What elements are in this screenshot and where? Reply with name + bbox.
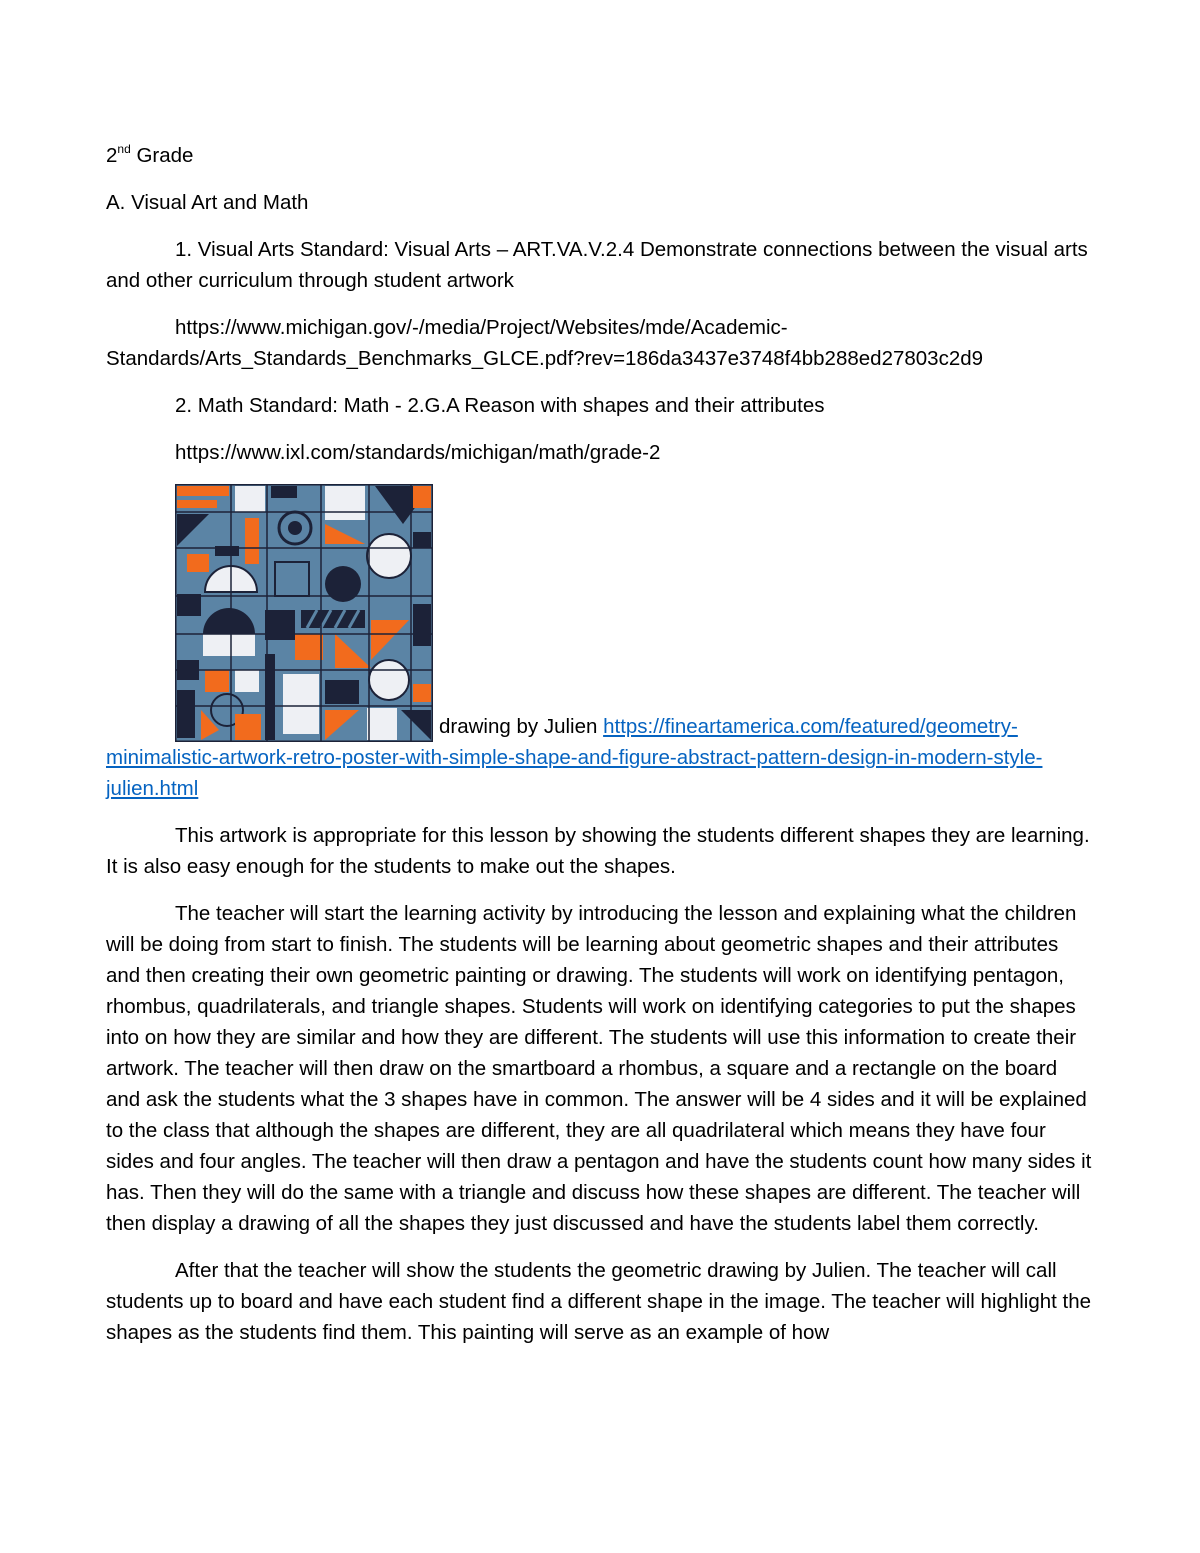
learning-activity-paragraph: The teacher will start the learning activity by introducing the lesson and explaining what the children will be doing from start to finish. The students will be learning about geometric shapes and their attributes and then creating their own geometric painting or drawing. The students will work on identifying pentagon, rhombus, quadrilaterals, and triangle shapes. Students will work on identifying categories to put the shapes into on how they are similar and how they are different. The students will use this information to create their artwork. The teacher will then draw on the smartboard a rhombus, a square and a rectangle on the board and ask the students what the 3 shapes have in common. The answer will be 4 sides and it will be explained to the class that although the shapes are different, they are all quadrilateral which means they have four sides and four angles. The teacher will then draw a pentagon and have the students count how many sides it has. Then they will do the same with a triangle and discuss how these shapes are different. The teacher will then display a drawing of all the shapes they just discussed and have the students label them correctly. [106,902,1092,1235]
artwork-credit-paragraph [106,484,1096,804]
visual-arts-standard: 1. Visual Arts Standard: Visual Arts – ART.VA.V.2.4 Demonstrate connections between the visual arts and other curriculum through student artwork [106,238,1088,292]
math-standard-url: https://www.ixl.com/standards/michigan/math/grade-2 [175,441,661,464]
artwork-source-link[interactable]: https://fineartamerica.com/featured/geometry-minimalistic-artwork-retro-poster-with-simple-shape-and-figure-abstract-pattern-design-in-modern-style-julien.html [106,715,1043,800]
geometric-artwork-svg [175,484,433,742]
artwork-appropriateness-paragraph: This artwork is appropriate for this lesson by showing the students different shapes they are learning. It is also easy enough for the students to make out the shapes. [106,824,1090,878]
geometric-artwork-image [175,484,433,742]
grade-heading [106,140,1096,171]
grade-ordinal: nd [117,142,131,156]
artwork-credit-text: drawing by Julien [439,715,604,738]
math-standard: 2. Math Standard: Math - 2.G.A Reason with shapes and their attributes [175,394,825,417]
visual-arts-standard-url: https://www.michigan.gov/-/media/Project/Websites/mde/Academic-Standards/Arts_Standards_Benchmarks_GLCE.pdf?rev=186da3437e3748f4bb288ed27803c2d9 [106,316,984,370]
section-a-heading: A. Visual Art and Math [106,191,309,214]
document-page [106,140,1096,1348]
grade-number: 2 [106,144,118,167]
julien-drawing-paragraph: After that the teacher will show the students the geometric drawing by Julien. The teacher will call students up to board and have each student find a different shape in the image. The teacher will highlight the shapes as the students find them. This painting will serve as an example of how [106,1259,1092,1344]
grade-word: Grade [136,144,194,167]
